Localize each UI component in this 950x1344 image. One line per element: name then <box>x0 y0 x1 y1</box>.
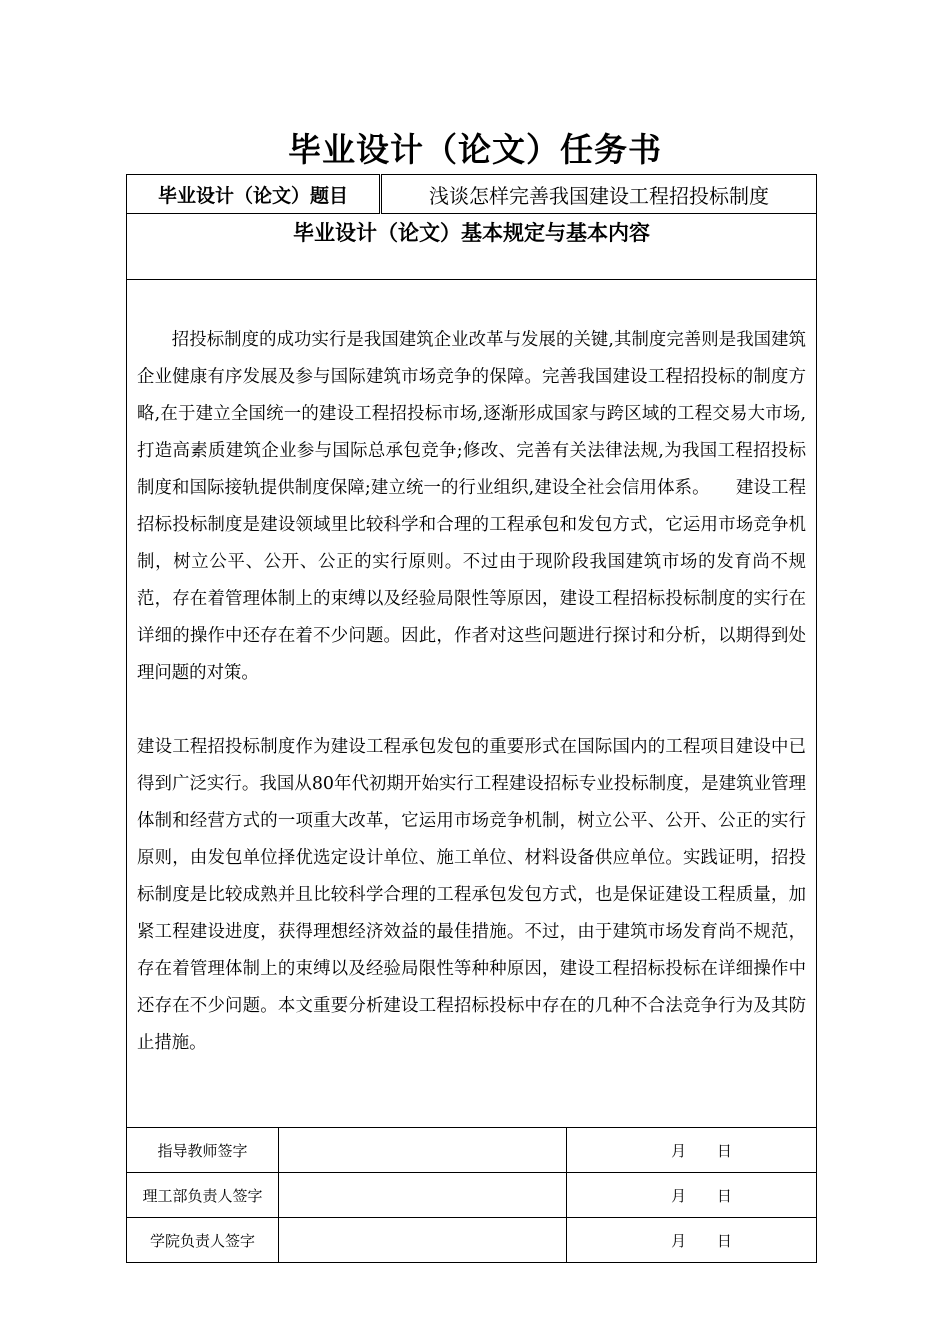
signature-field-department[interactable] <box>279 1173 567 1218</box>
signature-field-advisor[interactable] <box>279 1128 567 1173</box>
content-row <box>127 280 817 1128</box>
signature-row-advisor <box>127 1128 817 1173</box>
topic-row <box>127 175 817 214</box>
signature-date-advisor[interactable]: 月 日 <box>567 1128 817 1173</box>
document-title: 毕业设计（论文）任务书 <box>288 130 662 169</box>
signature-date-college[interactable]: 月 日 <box>567 1218 817 1263</box>
paragraph-spacer <box>137 692 806 729</box>
signature-row-department <box>127 1173 817 1218</box>
signature-label-department: 理工部负责人签字 <box>127 1173 279 1218</box>
signature-label-college: 学院负责人签字 <box>127 1218 279 1263</box>
signature-field-college[interactable] <box>279 1218 567 1263</box>
signature-row-college <box>127 1218 817 1263</box>
content-cell <box>127 280 817 1128</box>
task-table <box>126 174 817 1263</box>
content-paragraph-1: 招投标制度的成功实行是我国建筑企业改革与发展的关键,其制度完善则是我国建筑企业健康有序发展及参与国际建筑市场竞争的保障。完善我国建设工程招投标的制度方略,在于建立全国统一的建设工程招投标市场,逐渐形成国家与跨区域的工程交易大市场,打造高素质建筑企业参与国际总承包竞争;修改、完善有关法律法规,为我国工程招投标制度和国际接轨提供制度保障;建立统一的行业组织,建设全社会信用体系。 建设工程招标投标制度是建设领域里比较科学和合理的工程承包和发包方式，它运用市场竞争机制，树立公平、公开、公正的实行原则。不过由于现阶段我国建筑市场的发育尚不规范，存在着管理体制上的束缚以及经验局限性等原因，建设工程招标投标制度的实行在详细的操作中还存在着不少问题。因此，作者对这些问题进行探讨和分析，以期得到处理问题的对策。 <box>137 330 807 683</box>
signature-date-department[interactable]: 月 日 <box>567 1173 817 1218</box>
section-heading: 毕业设计（论文）基本规定与基本内容 <box>127 214 817 280</box>
section-heading-row <box>127 214 817 280</box>
topic-label: 毕业设计（论文）题目 <box>127 175 381 214</box>
signature-label-advisor: 指导教师签字 <box>127 1128 279 1173</box>
content-paragraph-2: 建设工程招投标制度作为建设工程承包发包的重要形式在国际国内的工程项目建设中已得到广泛实行。我国从80年代初期开始实行工程建设招标专业投标制度，是建筑业管理体制和经营方式的一项重大改革，它运用市场竞争机制，树立公平、公开、公正的实行原则，由发包单位择优选定设计单位、施工单位、材料设备供应单位。实践证明，招投标制度是比较成熟并且比较科学合理的工程承包发包方式，也是保证建设工程质量，加紧工程建设进度，获得理想经济效益的最佳措施。不过，由于建筑市场发育尚不规范，存在着管理体制上的束缚以及经验局限性等种种原因，建设工程招标投标在详细操作中还存在不少问题。本文重要分析建设工程招标投标中存在的几种不合法竞争行为及其防止措施。 <box>137 737 807 1053</box>
topic-value: 浅谈怎样完善我国建设工程招投标制度 <box>381 175 817 214</box>
